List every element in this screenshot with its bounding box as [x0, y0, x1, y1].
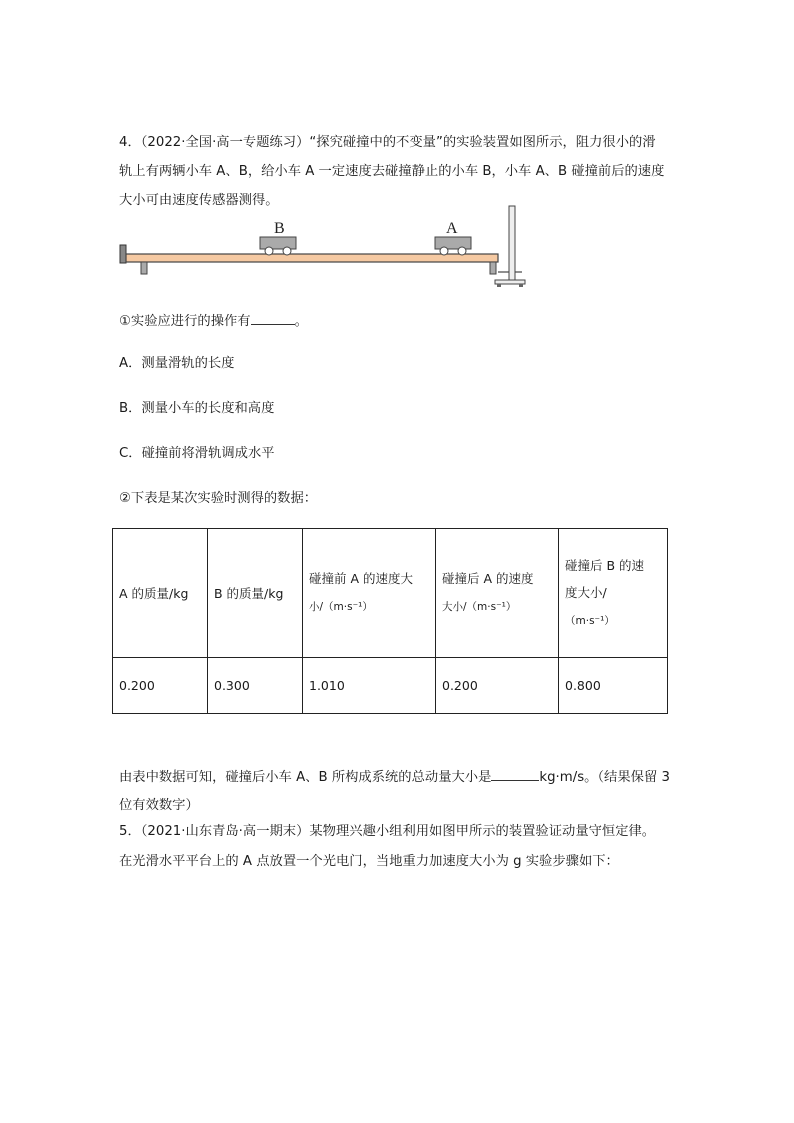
collision-apparatus-figure [118, 204, 538, 290]
q5-stem-line2: 在光滑水平平台上的 A 点放置一个光电门，当地重力加速度大小为 g 实验步骤如下： [119, 854, 619, 869]
left-support [141, 262, 147, 274]
cart-a [435, 237, 471, 255]
header-velocity-a-after: 碰撞后 A 的速度 大小/（m·s⁻¹） [436, 529, 559, 658]
cell-velocity-a-before: 1.010 [303, 658, 436, 714]
cell-mass-b: 0.300 [208, 658, 303, 714]
q4-sub1-end: 。 [294, 314, 308, 329]
q4-conclusion-unit: kg·m/s。（结果保留 3 [539, 770, 670, 785]
table-header-row [113, 529, 668, 658]
cell-velocity-a-after: 0.200 [436, 658, 559, 714]
header-mass-a: A 的质量/kg [113, 529, 208, 658]
q4-stem-line2: 轨上有两辆小车 A、B，给小车 A 一定速度去碰撞静止的小车 B，小车 A、B 碰撞前后的速度 [119, 164, 665, 179]
cell-velocity-b-after: 0.800 [559, 658, 668, 714]
q5-stem-part1: 某物理兴趣小组利用如图甲所示的装置验证动量守恒定律。 [309, 824, 656, 839]
cart-b-label: B [274, 220, 285, 237]
right-support [490, 262, 496, 274]
q4-stem-part1: “探究碰撞中的不变量”的实验装置如图所示，阻力很小的滑 [309, 135, 656, 150]
header-velocity-a-before: 碰撞前 A 的速度大 小/（m·s⁻¹） [303, 529, 436, 658]
q4-sub1-text: ①实验应进行的操作有 [119, 314, 251, 329]
q4-stem-line3: 大小可由速度传感器测得。 [119, 193, 279, 208]
q4-source: （2022·全国·高一专题练习） [140, 135, 310, 150]
q5-stem [119, 817, 699, 877]
data-table [112, 528, 668, 714]
q4-stem [119, 128, 679, 215]
q5-number: 5． [119, 824, 141, 839]
answer-blank-1[interactable] [251, 310, 295, 325]
cart-b [260, 237, 296, 255]
q4-number: 4． [119, 135, 141, 150]
cell-mass-a: 0.200 [113, 658, 208, 714]
q4-conclusion-part1: 由表中数据可知，碰撞后小车 A、B 所构成系统的总动量大小是 [119, 770, 492, 785]
table-row [113, 658, 668, 714]
header-velocity-b-after: 碰撞后 B 的速 度大小/ （m·s⁻¹） [559, 529, 668, 658]
left-stopper [120, 245, 126, 263]
header-mass-b: B 的质量/kg [208, 529, 303, 658]
q4-conclusion [119, 764, 689, 820]
track [126, 254, 498, 262]
q4-sub2: ②下表是某次实验时测得的数据： [119, 491, 318, 506]
q5-source: （2021·山东青岛·高一期末） [140, 824, 310, 839]
q4-option-a: A．测量滑轨的长度 [119, 356, 235, 371]
q4-option-b: B．测量小车的长度和高度 [119, 401, 275, 416]
q4-sub1 [119, 310, 308, 332]
q4-option-c: C．碰撞前将滑轨调成水平 [119, 446, 275, 461]
cart-a-label: A [446, 220, 458, 237]
answer-blank-2[interactable] [491, 766, 539, 781]
q4-conclusion-line2: 位有效数字） [119, 798, 199, 813]
sensor-stand [495, 206, 525, 287]
